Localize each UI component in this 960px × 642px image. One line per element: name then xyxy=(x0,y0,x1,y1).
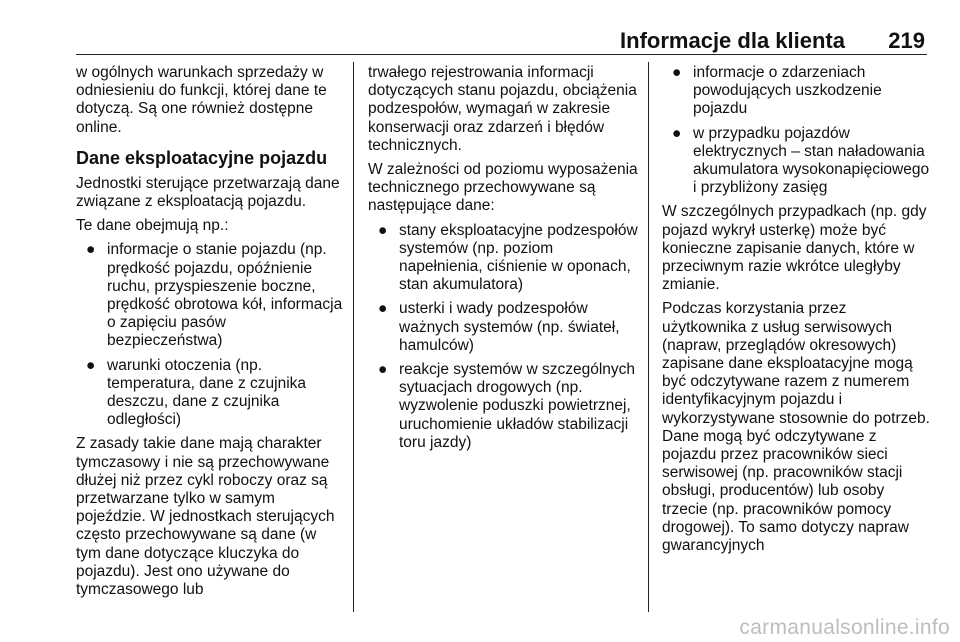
list-item xyxy=(368,222,638,295)
paragraph: Te dane obejmują np.: xyxy=(76,217,229,235)
column-1 xyxy=(76,64,344,612)
page-title: Informacje dla klienta xyxy=(620,28,845,53)
bullet-icon: ● xyxy=(378,300,388,318)
section-heading: Dane eksploatacyjne pojazdu xyxy=(76,147,328,168)
paragraph: W zależności od poziomu wyposażenia technicznego przechowywane są następujące dane: xyxy=(368,161,638,215)
list-item-text: w przypadku pojazdów elektrycznych – stan naładowania akumulatora wysokonapięciowego i przybliżony zasięg xyxy=(693,124,930,197)
list-item xyxy=(76,357,344,430)
list-item-text: informacje o zdarzeniach powodujących uszkodzenie pojazdu xyxy=(693,64,882,118)
list-item-text: warunki otoczenia (np. temperatura, dane z czujnika deszczu, dane z czujnika odległości) xyxy=(107,356,307,429)
paragraph: w ogólnych warunkach sprzedaży w odniesieniu do funkcji, której dane te dotyczą. Są one również dostępne online. xyxy=(76,64,327,136)
list-item xyxy=(368,300,638,355)
list-item xyxy=(662,125,934,198)
list-item-text: reakcje systemów w szczególnych sytuacjach drogowych (np. wyzwolenie poduszki powietrznej, uruchomienie układów stabilizacji toru jazdy) xyxy=(399,361,636,451)
paragraph: W szczególnych przypadkach (np. gdy pojazd wykrył usterkę) może być konieczne zapisanie danych, które w przeciwnym razie wkrótce uległyby zmianie. xyxy=(662,203,927,294)
bullet-icon: ● xyxy=(378,221,388,239)
bullet-icon: ● xyxy=(672,124,682,142)
paragraph: Jednostki sterujące przetwarzają dane związane z eksploatacją pojazdu. xyxy=(76,174,340,211)
column-3 xyxy=(662,64,934,612)
list-item xyxy=(368,361,638,452)
list-item-text: usterki i wady podzespołów ważnych systemów (np. świateł, hamulców) xyxy=(399,300,620,354)
bullet-icon: ● xyxy=(86,241,96,259)
column-2 xyxy=(368,64,638,612)
bullet-list xyxy=(368,222,638,452)
list-item-text: stany eksploatacyjne podzespołów systemów (np. poziom napełnienia, ciśnienie w oponach, stan akumulatora) xyxy=(399,221,638,294)
bullet-icon: ● xyxy=(86,356,96,374)
list-item xyxy=(76,241,344,350)
column-divider-1 xyxy=(353,62,354,612)
column-divider-2 xyxy=(648,62,649,612)
page-header xyxy=(76,24,927,55)
watermark: carmanualsonline.info xyxy=(739,616,950,639)
paragraph: Podczas korzystania przez użytkownika z usług serwisowych (napraw, przeglądów okresowych) zapisane dane eksploatacyjne mogą być odczytywane razem z numerem identyfikacyjnym pojazdu i wykorzystywane stosownie do potrzeb. Dane mogą być odczytywane z pojazdu przez pracowników sieci serwisowej (np. pracowników stacji obsługi, producentów) lub osoby trzecie (np. pracowników pomocy drogowej). To samo dotyczy napraw gwarancyjnych xyxy=(662,300,930,555)
bullet-icon: ● xyxy=(378,361,388,379)
bullet-icon: ● xyxy=(672,64,682,81)
paragraph: trwałego rejestrowania informacji dotyczących stanu pojazdu, obciążenia podzespołów, wymagań w zakresie konserwacji oraz zdarzeń i błędów technicznych. xyxy=(368,64,637,154)
page-number: 219 xyxy=(888,28,925,53)
bullet-list xyxy=(76,241,344,429)
bullet-list xyxy=(662,64,934,197)
paragraph: Z zasady takie dane mają charakter tymczasowy i nie są przechowywane dłużej niż przez cykl roboczy oraz są przetwarzane tylko w samym pojeździe. W jednostkach sterujących często przechowywane są dane (w tym dane dotyczące kluczyka do pojazdu). Jest ono używane do tymczasowego lub xyxy=(76,435,335,599)
list-item-text: informacje o stanie pojazdu (np. prędkość pojazdu, opóźnienie ruchu, przyspieszenie boczne, prędkość obrotowa kół, informacja o zapięciu pasów bezpieczeństwa) xyxy=(107,241,343,350)
list-item xyxy=(662,64,934,119)
